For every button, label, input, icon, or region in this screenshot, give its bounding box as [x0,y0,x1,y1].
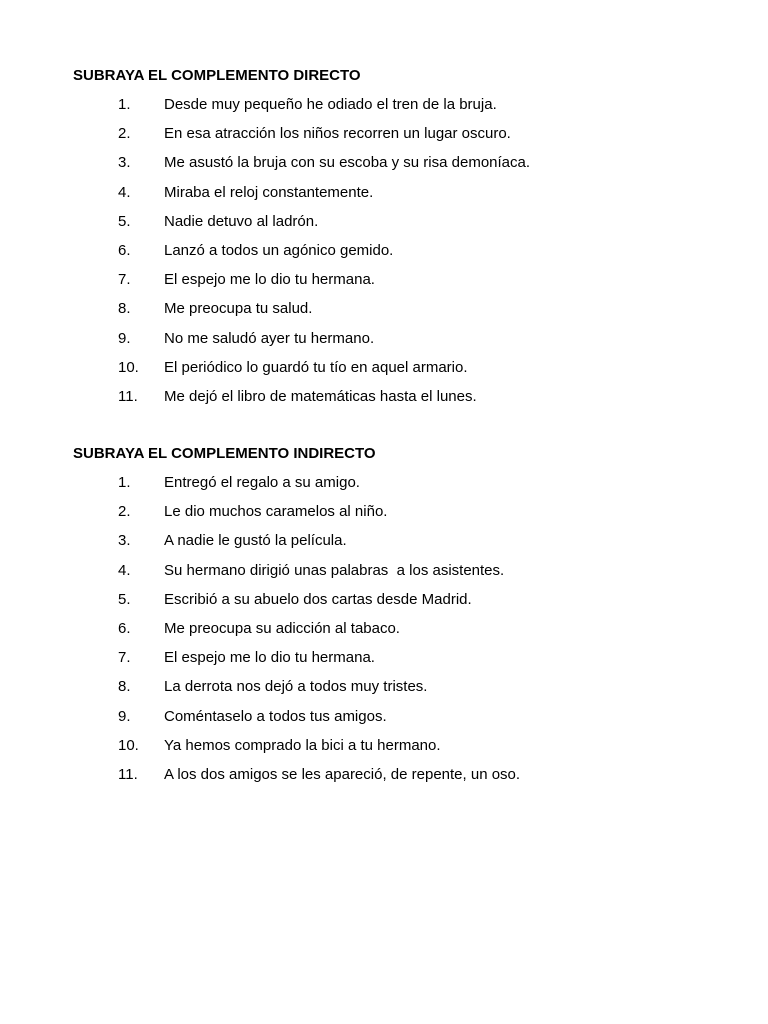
list-item [73,648,753,677]
list-item [73,387,753,416]
section-complemento-directo [73,66,753,416]
item-text: Entregó el regalo a su amigo. [164,474,360,491]
item-text: Su hermano dirigió unas palabras a los asistentes. [164,561,505,579]
exercise-list [73,473,753,794]
item-number: 4. [118,561,131,579]
item-text: Me dejó el libro de matemáticas hasta el lunes. [164,387,477,405]
item-number: 10. [118,358,139,376]
item-number: 5. [118,212,131,230]
item-text: Me asustó la bruja con su escoba y su risa demoníaca. [164,154,531,172]
list-item [73,531,753,560]
list-item [73,95,753,124]
item-text: Desde muy pequeño he odiado el tren de la bruja. [164,96,497,113]
item-text: Ya hemos comprado la bici a tu hermano. [164,736,441,754]
list-item [73,677,753,706]
item-number: 11. [118,387,138,405]
item-text: El espejo me lo dio tu hermana. [164,271,375,289]
item-number: 2. [118,503,131,521]
list-item [73,241,753,270]
list-item [73,561,753,590]
list-item [73,358,753,387]
list-item [73,183,753,212]
item-number: 10. [118,736,139,754]
item-text: En esa atracción los niños recorren un lugar oscuro. [164,125,511,143]
item-number: 9. [118,707,131,725]
item-text: La derrota nos dejó a todos muy tristes. [164,678,428,696]
item-number: 8. [118,300,131,318]
item-number: 2. [118,125,131,143]
item-number: 9. [118,329,131,347]
item-text: Nadie detuvo al ladrón. [164,212,319,230]
item-number: 6. [118,241,131,259]
list-item [73,502,753,531]
list-item [73,736,753,765]
item-text: Coméntaselo a todos tus amigos. [164,707,387,725]
item-text: Le dio muchos caramelos al niño. [164,503,388,521]
section-heading: SUBRAYA EL COMPLEMENTO INDIRECTO [73,445,376,462]
list-item [73,212,753,241]
item-text: Lanzó a todos un agónico gemido. [164,241,394,259]
item-text: No me saludó ayer tu hermano. [164,329,375,347]
list-item [73,329,753,358]
item-number: 3. [118,532,131,550]
item-text: Escribió a su abuelo dos cartas desde Madrid. [164,590,472,608]
exercise-list [73,95,753,416]
item-number: 1. [118,474,131,491]
list-item [73,299,753,328]
item-text: El espejo me lo dio tu hermana. [164,649,375,667]
item-text: Me preocupa su adicción al tabaco. [164,619,400,637]
item-text: A nadie le gustó la película. [164,532,347,550]
item-number: 5. [118,590,131,608]
item-text: Miraba el reloj constantemente. [164,183,374,201]
item-number: 3. [118,154,131,172]
list-item [73,765,753,794]
list-item [73,270,753,299]
item-number: 4. [118,183,131,201]
item-text: Me preocupa tu salud. [164,300,313,318]
list-item [73,124,753,153]
item-number: 7. [118,271,131,289]
section-heading: SUBRAYA EL COMPLEMENTO DIRECTO [73,67,361,84]
item-number: 7. [118,649,131,667]
item-number: 6. [118,619,131,637]
item-number: 11. [118,765,138,783]
item-number: 1. [118,96,131,113]
item-number: 8. [118,678,131,696]
list-item [73,619,753,648]
list-item [73,473,753,502]
section-complemento-indirecto [73,444,753,794]
list-item [73,153,753,182]
list-item [73,707,753,736]
list-item [73,590,753,619]
item-text: El periódico lo guardó tu tío en aquel armario. [164,358,468,376]
item-text: A los dos amigos se les apareció, de repente, un oso. [164,765,521,783]
